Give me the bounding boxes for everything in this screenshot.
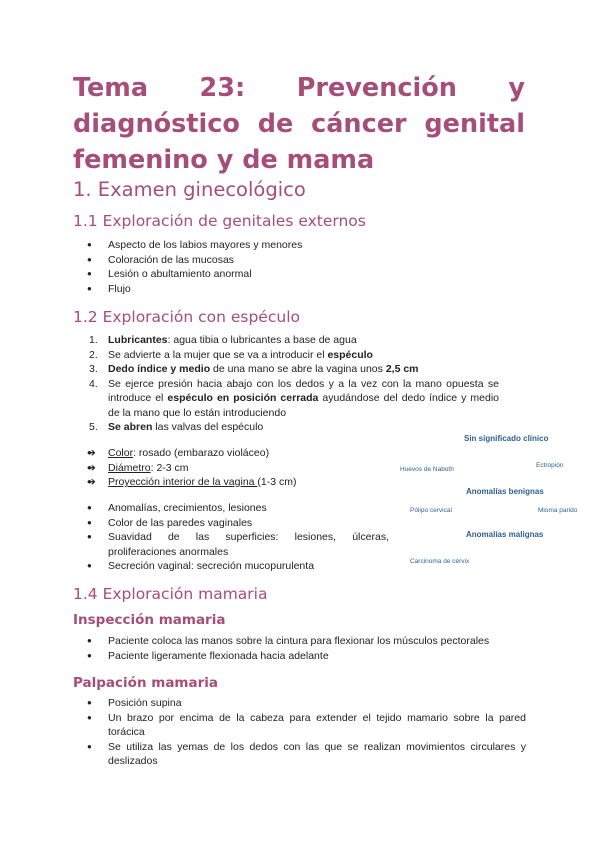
figure-heading-sin-significado: Sin significado clínico: [464, 434, 549, 443]
especulo-arrow-list: [73, 446, 393, 490]
list-item: ● Color de las paredes vaginales: [73, 516, 389, 531]
list-item: ● Un brazo por encima de la cabeza para extender el tejido mamario sobre la pared torácica: [73, 711, 526, 740]
list-item: ● ➔ Proyección interior de la vagina (1-3 cm): [73, 475, 393, 490]
figure-label: Pólipo cervical: [410, 507, 452, 514]
heading-inspeccion: Inspección mamaria: [73, 612, 226, 628]
cervix-findings-figure: [396, 428, 586, 578]
subsection-heading-mamaria: 1.4 Exploración mamaria: [73, 585, 268, 603]
palpacion-list: [73, 696, 526, 769]
figure-label: Mioma parido: [538, 507, 578, 514]
list-item: ● Paciente ligeramente flexionada hacia adelante: [73, 649, 517, 664]
figure-label: Huevos de Naboth: [400, 466, 454, 473]
list-item: ● Secreción vaginal: secreción mucopurulenta: [73, 559, 389, 574]
inspeccion-list: [73, 634, 517, 663]
figure-label: Ectropión: [536, 462, 564, 469]
list-item: 3. Dedo índice y medio de una mano se abre la vagina unos 2,5 cm: [89, 363, 419, 375]
list-item: ● Anomalías, crecimientos, lesiones: [73, 501, 389, 516]
list-item: ● Paciente coloca las manos sobre la cintura para flexionar los músculos pectorales: [73, 634, 517, 649]
list-item: ● Coloración de las mucosas: [73, 253, 503, 268]
genitales-list: [73, 238, 503, 296]
page-title: Tema 23: Prevención y diagnóstico de cáncer genital femenino y de mama: [73, 73, 525, 175]
list-item: 5. Se abren las valvas del espéculo: [89, 421, 264, 433]
figure-heading-benignas: Anomalías benignas: [466, 487, 544, 496]
list-item: ● Lesión o abultamiento anormal: [73, 267, 503, 282]
list-item: 2. Se advierte a la mujer que se va a introducir el espéculo: [89, 348, 373, 361]
list-item: 1. Lubricantes: agua tibia o lubricantes a base de agua: [89, 334, 357, 346]
list-item: ● Aspecto de los labios mayores y menores: [73, 238, 503, 253]
list-item: ● Se utiliza las yemas de los dedos con las que se realizan movimientos circulares y deslizados: [73, 740, 526, 769]
list-item: ● ➔ Color: rosado (embarazo violáceo): [73, 446, 393, 461]
figure-label: Carcinoma de cérvix: [410, 558, 470, 565]
list-item: ● ➔ Diámetro: 2-3 cm: [73, 461, 393, 476]
list-item: ● Posición supina: [73, 696, 526, 711]
list-item: 4. Se ejerce presión hacia abajo con los dedos y a la vez con la mano opuesta se introduce el espéculo en posición cerrada ayudándose del dedo índice y medio de la mano que lo están introduciendo: [89, 377, 499, 419]
especulo-steps: [73, 333, 499, 435]
subsection-heading-especulo: 1.2 Exploración con espéculo: [73, 308, 300, 326]
heading-palpacion: Palpación mamaria: [73, 675, 219, 691]
section-heading-examen: 1. Examen ginecológico: [73, 178, 306, 201]
list-item: ● Suavidad de las superficies: lesiones, úlceras, proliferaciones anormales: [73, 530, 389, 559]
figure-heading-malignas: Anomalías malignas: [466, 530, 544, 539]
especulo-findings-list: [73, 501, 389, 574]
subsection-heading-genitales: 1.1 Exploración de genitales externos: [73, 212, 366, 230]
list-item: ● Flujo: [73, 282, 503, 297]
